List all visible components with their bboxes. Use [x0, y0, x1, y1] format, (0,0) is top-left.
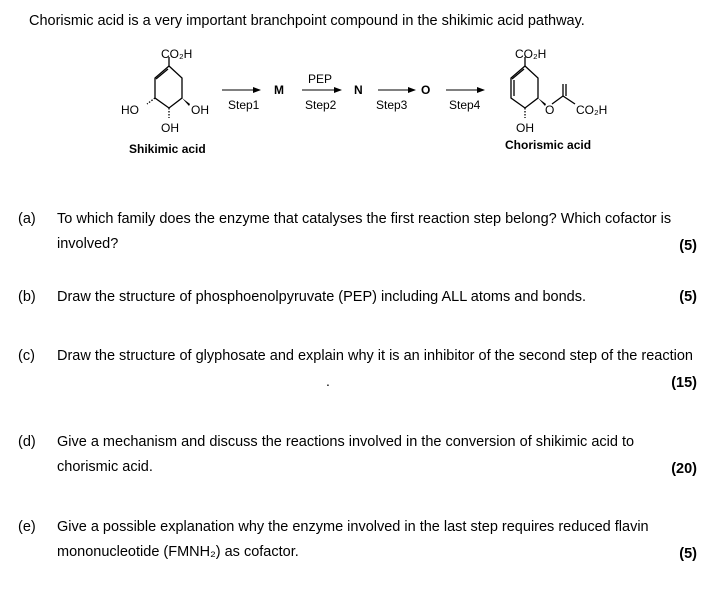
intermediate-m: M	[274, 83, 284, 97]
question-d-marks: (20)	[671, 461, 697, 477]
chorismic-ether-o-label: O	[545, 103, 555, 117]
chorismic-side-co2h-label: CO₂H	[576, 103, 608, 117]
question-d-text: Give a mechanism and discuss the reactions involved in the conversion of shikimic acid to chorismic acid.	[57, 434, 635, 475]
question-a-marks: (5)	[679, 238, 697, 254]
chorismic-acid-structure	[505, 47, 607, 152]
question-b-marks: (5)	[679, 289, 697, 305]
question-b-label: (b)	[18, 289, 36, 305]
shikimic-co2h-label: CO₂H	[161, 47, 193, 61]
chorismic-acid-name: Chorismic acid	[505, 138, 592, 152]
question-c-marks: (15)	[671, 375, 697, 391]
question-c-text: Draw the structure of glyphosate and explain why it is an inhibitor of the second step of the reaction	[57, 348, 693, 364]
question-d-label: (d)	[18, 434, 36, 450]
shikimic-oh-bottom-label: OH	[161, 121, 179, 135]
reaction-scheme	[0, 40, 720, 160]
question-c-label: (c)	[18, 348, 35, 364]
intermediate-n: N	[354, 83, 363, 97]
shikimic-ho-label: HO	[121, 103, 139, 117]
question-a-text: To which family does the enzyme that catalyses the first reaction step belong? Which cofactor is involved?	[57, 211, 672, 252]
step3-label: Step3	[376, 98, 408, 112]
step2-label: Step2	[305, 98, 337, 112]
stray-dot: .	[326, 373, 330, 389]
chorismic-co2h-label: CO₂H	[515, 47, 547, 61]
question-e-label: (e)	[18, 519, 36, 535]
intermediate-o: O	[421, 83, 431, 97]
chorismic-oh-bottom-label: OH	[516, 121, 534, 135]
pep-label: PEP	[308, 72, 333, 86]
shikimic-acid-structure	[121, 47, 209, 156]
step4-label: Step4	[449, 98, 481, 112]
question-a-label: (a)	[18, 211, 36, 227]
shikimic-oh-label: OH	[191, 103, 209, 117]
intro-text: Chorismic acid is a very important branchpoint compound in the shikimic acid pathway.	[29, 13, 585, 29]
question-b-text: Draw the structure of phosphoenolpyruvate (PEP) including ALL atoms and bonds.	[57, 289, 587, 305]
question-e-text: Give a possible explanation why the enzyme involved in the last step requires reduced flavin mononucleotide (FMNH₂) as cofactor.	[57, 519, 649, 560]
question-e-marks: (5)	[679, 546, 697, 562]
shikimic-acid-name: Shikimic acid	[129, 142, 206, 156]
step1-label: Step1	[228, 98, 260, 112]
